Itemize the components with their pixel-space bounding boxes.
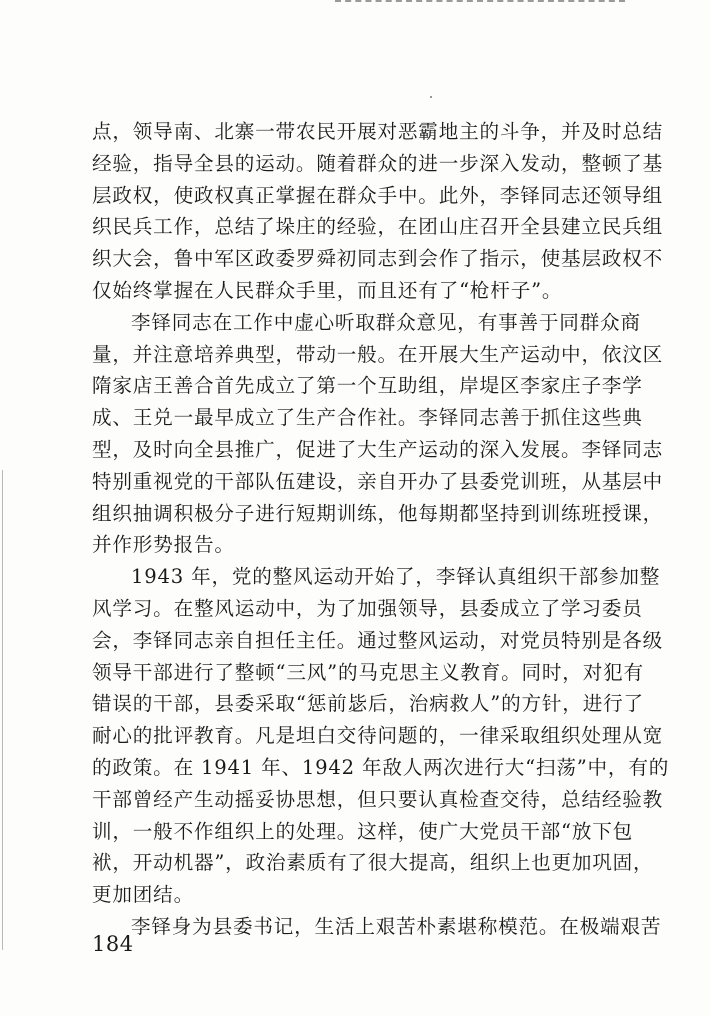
page-left-edge (2, 470, 3, 950)
text-line: 风学习。在整风运动中，为了加强领导，县委成立了学习委员 (92, 596, 643, 620)
page-number: 184 (92, 932, 134, 956)
text-line: 会，李铎同志亲自担任主任。通过整风运动，对党员特别是各级 (92, 628, 664, 652)
text-line: 特别重视党的干部队伍建设，亲自开办了县委党训班，从基层中 (92, 469, 664, 493)
text-line: 耐心的批评教育。凡是坦白交待问题的，一律采取组织处理从宽 (92, 724, 664, 748)
text-line: 错误的干部，县委采取“惩前毖后，治病救人”的方针，进行了 (92, 692, 644, 716)
text-line: 隋家店王善合首先成立了第一个互助组，岸堤区李家庄子李学 (92, 374, 643, 398)
text-line: 李铎同志在工作中虚心听取群众意见，有事善于同群众商 (131, 310, 641, 334)
text-line: 李铎身为县委书记，生活上艰苦朴素堪称模范。在极端艰苦 (131, 914, 662, 938)
body-text (92, 116, 670, 943)
text-line: 更加团结。 (92, 883, 194, 907)
text-line: 成、王兑一最早成立了生产合作社。李铎同志善于抓住这些典 (92, 406, 643, 430)
text-line: 领导干部进行了整顿“三风”的马克思主义教育。同时，对犯有 (92, 660, 644, 684)
paragraph (92, 561, 670, 911)
text-line: 1943 年，党的整风运动开始了，李铎认真组织干部参加整 (131, 565, 661, 589)
scan-speck (430, 96, 432, 98)
text-line: 袱，开动机器”，政治素质有了很大提高，组织上也更加巩固， (92, 851, 654, 875)
text-line: 层政权，使政权真正掌握在群众手中。此外，李铎同志还领导组 (92, 183, 664, 207)
paragraph (92, 307, 664, 561)
text-line: 点，领导南、北寨一带农民开展对恶霸地主的斗争，并及时总结 (92, 120, 664, 143)
text-line: 型，及时向全县推广，促进了大生产运动的深入发展。李铎同志 (92, 437, 664, 461)
text-line: 并作形势报告。 (92, 533, 235, 557)
text-line: 织大会，鲁中军区政委罗舜初同志到会作了指示，使基层政权不 (92, 247, 664, 271)
text-line: 织民兵工作，总结了垛庄的经验，在团山庄召开全县建立民兵组 (92, 215, 664, 239)
text-line: 仅始终掌握在人民群众手里，而且还有了“枪杆子”。 (92, 278, 563, 302)
paragraph (92, 911, 662, 943)
paragraph (92, 116, 664, 307)
text-line: 干部曾经产生动摇妥协思想，但只要认真检查交待，总结经验教 (92, 787, 664, 811)
text-line: 组织抽调积极分子进行短期训练，他每期都坚持到训练班授课， (92, 501, 664, 525)
text-line: 经验，指导全县的运动。随着群众的进一步深入发动，整顿了基 (92, 151, 664, 175)
text-line: 训，一般不作组织上的处理。这样，使广大党员干部“放下包 (92, 819, 634, 843)
text-line: 量，并注意培养典型，带动一般。在开展大生产运动中，依汶区 (92, 342, 664, 366)
text-line: 的政策。在 1941 年、1942 年敌人两次进行大“扫荡”中，有的 (92, 755, 670, 779)
top-edge-rule (335, 0, 625, 5)
